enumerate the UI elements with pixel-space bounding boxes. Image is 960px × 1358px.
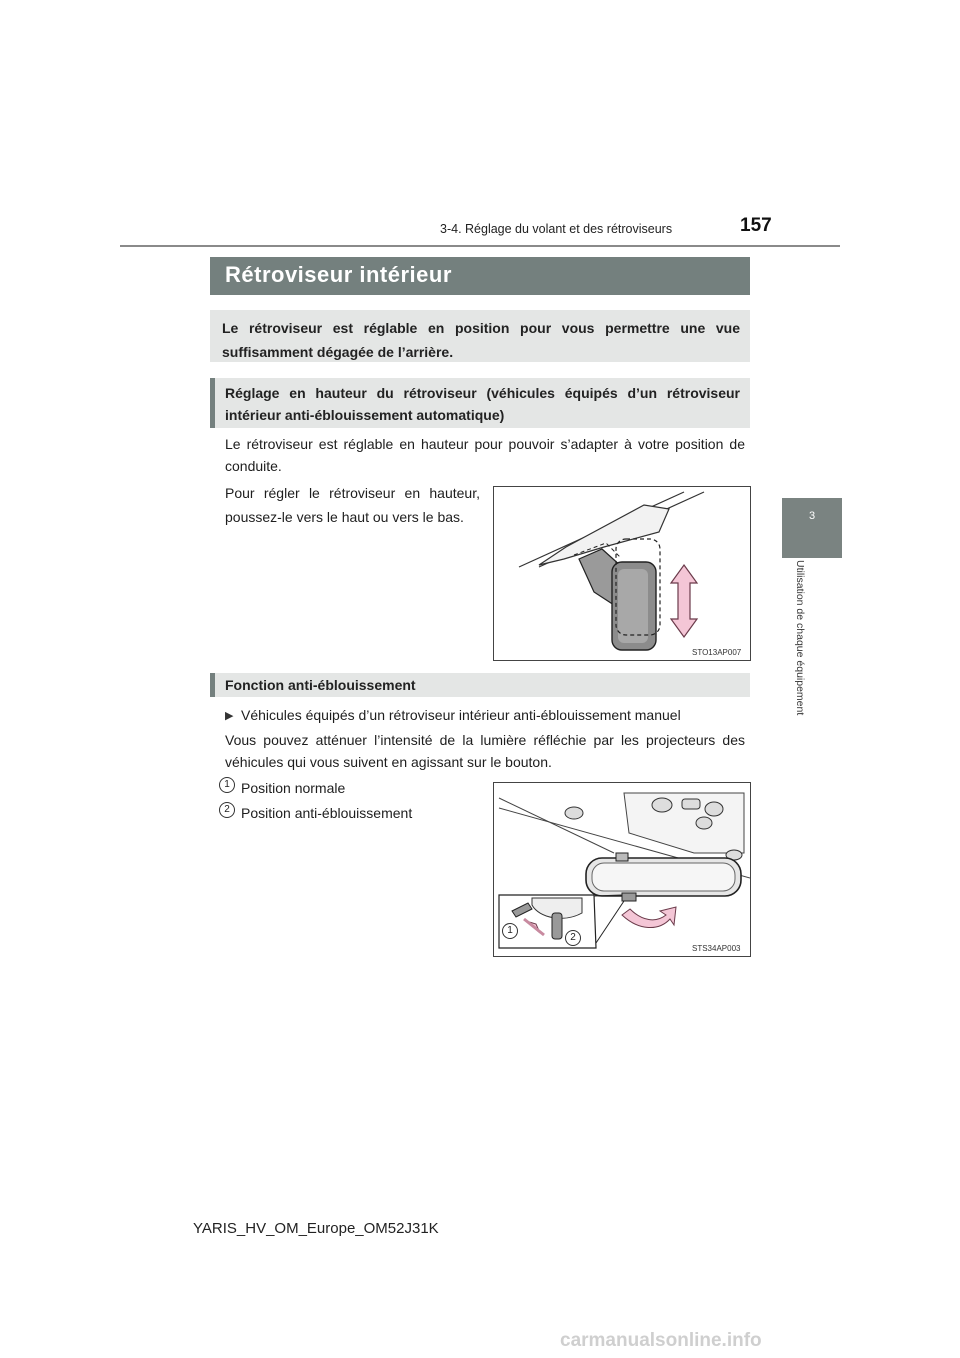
item-label: Position anti-éblouissement [241,805,413,821]
document-code: YARIS_HV_OM_Europe_OM52J31K [193,1220,439,1237]
callout-1: 1 [502,923,518,939]
antiglare-illustration [494,783,750,956]
up-down-arrow-icon [671,565,697,637]
figure-code: STO13AP007 [692,648,742,657]
antiglare-figure [493,782,751,957]
item-number: 1 [219,777,235,793]
callout-2: 2 [565,930,581,946]
height-header-line2: intérieur anti-éblouissement automatique) [225,407,505,423]
bullet-arrow-icon: ▶ [225,710,234,722]
running-header: 3-4. Réglage du volant et des rétroviseurs [440,222,673,236]
height-instruction: Pour régler le rétroviseur en hauteur, poussez-le vers le haut ou vers le bas. [225,485,480,525]
page-title: Rétroviseur intérieur [225,262,452,287]
header-rule [120,245,840,247]
chapter-tab [782,498,842,558]
antiglare-bullet: Véhicules équipés d’un rétroviseur intérieur anti-éblouissement manuel [241,707,681,723]
page-number: 157 [740,215,772,236]
height-paragraph: Le rétroviseur est réglable en hauteur pour pouvoir s’adapter à votre position de conduite. [225,436,745,474]
inset-detail [499,895,624,948]
mirror-height-figure [493,486,751,661]
chapter-label: Utilisation de chaque équipement [794,560,806,716]
item-number: 2 [219,802,235,818]
antiglare-header: Fonction anti-éblouissement [225,677,416,693]
figure-code: STS34AP003 [692,944,741,953]
watermark: carmanualsonline.info [560,1330,762,1351]
chapter-number: 3 [808,510,816,522]
item-label: Position normale [241,780,346,796]
height-header-line1: Réglage en hauteur du rétroviseur (véhicules équipés d’un rétroviseur [225,385,740,401]
mirror-height-illustration [494,487,750,660]
antiglare-paragraph: Vous pouvez atténuer l’intensité de la lumière réfléchie par les projecteurs des véhicules qui vous suivent en agissant sur le bouton. [225,732,745,770]
intro-text: Le rétroviseur est réglable en position pour vous permettre une vue suffisamment dégagée de l’arrière. [222,320,740,360]
